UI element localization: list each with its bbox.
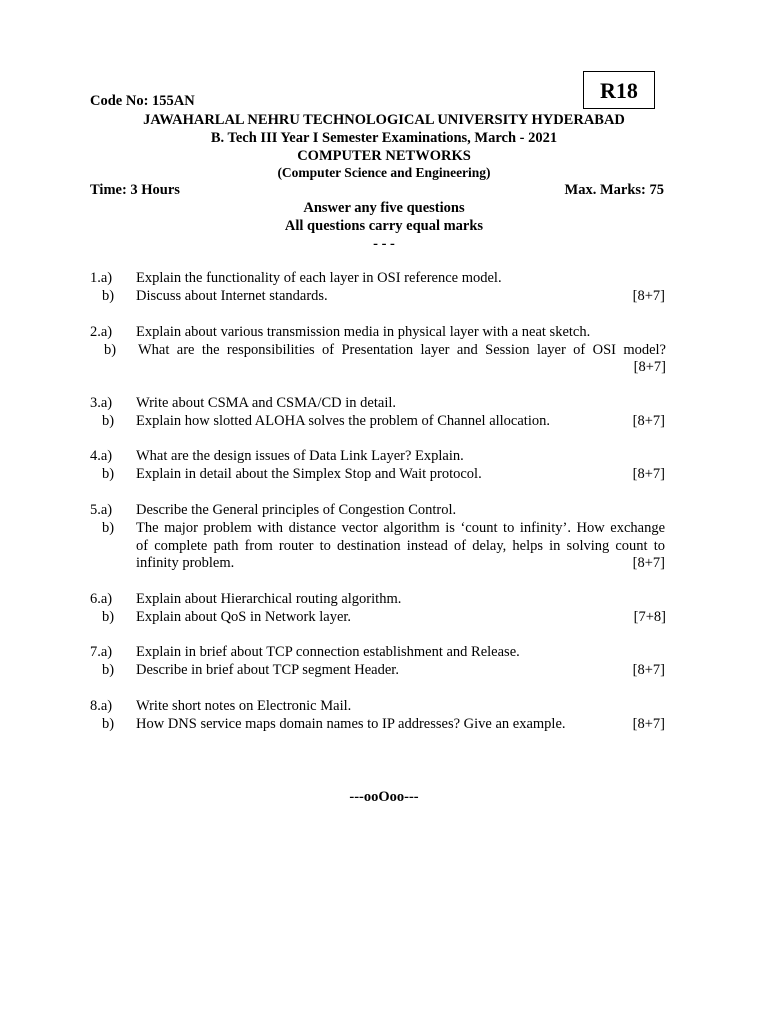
end-marker: ---ooOoo--- <box>349 789 419 805</box>
question-part-b: Explain in detail about the Simplex Stop and Wait protocol. <box>136 466 482 482</box>
question-part-b: Explain how slotted ALOHA solves the problem of Channel allocation. <box>136 413 550 429</box>
question-marks: [8+7] <box>632 716 665 732</box>
branch-name: (Computer Science and Engineering) <box>277 165 491 180</box>
regulation-badge: R18 <box>583 71 655 109</box>
question-sub-label: b) <box>102 288 115 304</box>
question-marks: [8+7] <box>632 466 665 482</box>
question-part-a: Explain about various transmission media in physical layer with a neat sketch. <box>136 324 591 340</box>
question-sub-label: b) <box>102 716 115 732</box>
question-part-a: Explain the functionality of each layer in OSI reference model. <box>136 270 502 286</box>
instruction-marks: All questions carry equal marks <box>284 218 484 234</box>
question-part-b: Discuss about Internet standards. <box>136 288 328 304</box>
question-part-b-line-2: of complete path from router to destination instead of delay, helps in solving count to <box>136 538 665 554</box>
question-marks: [8+7] <box>632 662 665 678</box>
subject-title: COMPUTER NETWORKS <box>297 148 471 164</box>
question-part-a: What are the design issues of Data Link Layer? Explain. <box>136 448 464 464</box>
question-sub-label: b) <box>102 413 115 429</box>
code-number: Code No: 155AN <box>90 93 195 109</box>
instruction-answer: Answer any five questions <box>303 200 465 216</box>
header-separator: - - - <box>373 236 395 252</box>
time-duration: Time: 3 Hours <box>90 182 180 198</box>
exam-title: B. Tech III Year I Semester Examinations, March - 2021 <box>210 130 558 146</box>
question-part-b: Explain about QoS in Network layer. <box>136 609 352 625</box>
question-number: 2.a) <box>90 324 113 340</box>
question-part-b-line-1: The major problem with distance vector algorithm is ‘count to infinity’. How exchange <box>136 520 665 536</box>
university-name: JAWAHARLAL NEHRU TECHNOLOGICAL UNIVERSITY HYDERABAD <box>143 112 625 128</box>
question-part-a: Explain in brief about TCP connection establishment and Release. <box>136 644 520 660</box>
question-sub-label: b) <box>102 662 115 678</box>
question-sub-label: b) <box>102 466 115 482</box>
question-marks: [7+8] <box>633 609 666 625</box>
question-number: 5.a) <box>90 502 113 518</box>
question-number: 7.a) <box>90 644 113 660</box>
question-number: 8.a) <box>90 698 113 714</box>
question-part-a: Write short notes on Electronic Mail. <box>136 698 352 714</box>
question-marks: [8+7] <box>632 288 665 304</box>
question-part-b: What are the responsibilities of Presentation layer and Session layer of OSI model? <box>138 342 666 358</box>
question-marks: [8+7] <box>632 413 665 429</box>
max-marks: Max. Marks: 75 <box>564 182 664 198</box>
question-part-a: Explain about Hierarchical routing algorithm. <box>136 591 402 607</box>
question-number: 6.a) <box>90 591 113 607</box>
question-number: 3.a) <box>90 395 113 411</box>
question-sub-label: b) <box>102 520 115 536</box>
question-part-b: How DNS service maps domain names to IP addresses? Give an example. <box>136 716 566 732</box>
question-marks: [8+7] <box>633 359 666 375</box>
question-part-b-line-3: infinity problem. <box>136 555 235 571</box>
question-number: 4.a) <box>90 448 113 464</box>
question-sub-label: b) <box>102 609 115 625</box>
question-part-a: Write about CSMA and CSMA/CD in detail. <box>136 395 397 411</box>
question-part-a: Describe the General principles of Congestion Control. <box>136 502 457 518</box>
question-marks: [8+7] <box>632 555 665 571</box>
question-part-b: Describe in brief about TCP segment Header. <box>136 662 399 678</box>
question-sub-label: b) <box>104 342 117 358</box>
question-number: 1.a) <box>90 270 113 286</box>
